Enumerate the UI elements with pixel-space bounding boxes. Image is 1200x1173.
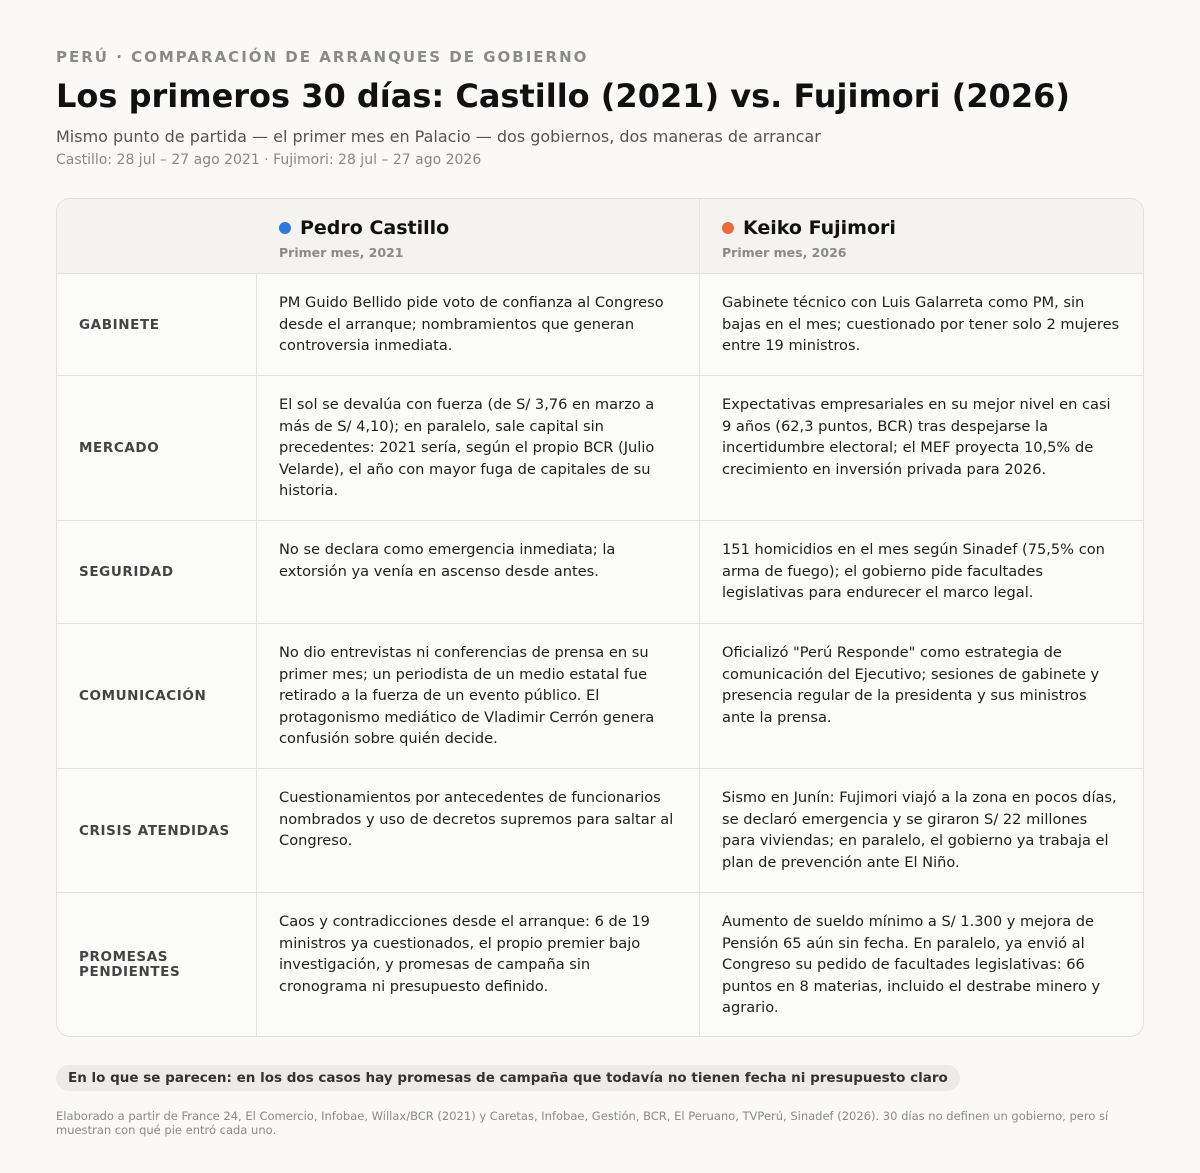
table-row	[57, 768, 1143, 892]
sources-note: Elaborado a partir de France 24, El Comercio, Infobae, Willax/BCR (2021) y Caretas, Infobae, Gestión, BCR, El Peruano, TVPerú, Sinadef (2026). 30 días no definen un gobierno, pero sí muestran con qué pie entró cada uno.	[56, 1109, 1109, 1137]
similarity-note-badge: En lo que se parecen: en los dos casos hay promesas de campaña que todavía no tienen fecha ni presupuesto claro	[56, 1065, 960, 1091]
castillo-color-dot-icon	[279, 222, 291, 234]
row-label: CRISIS ATENDIDAS	[57, 769, 257, 892]
fujimori-name: Keiko Fujimori	[743, 217, 896, 239]
header-fujimori	[700, 199, 1143, 273]
castillo-cell	[257, 376, 700, 520]
castillo-text: PM Guido Bellido pide voto de confianza al Congreso desde el arranque; nombramientos que generan controversia inmediata.	[279, 294, 664, 354]
table-row	[57, 273, 1143, 375]
header-castillo	[257, 199, 700, 273]
row-label: GABINETE	[57, 274, 257, 375]
date-range: Castillo: 28 jul – 27 ago 2021 · Fujimori: 28 jul – 27 ago 2026	[56, 152, 482, 168]
row-label: MERCADO	[57, 376, 257, 520]
row-label	[57, 893, 257, 1036]
castillo-name: Pedro Castillo	[300, 217, 450, 239]
table-row	[57, 892, 1143, 1036]
row-label-line: PENDIENTES	[79, 963, 181, 980]
castillo-cell	[257, 521, 700, 623]
fujimori-text: Aumento de sueldo mínimo a S/ 1.300 y mejora de Pensión 65 aún sin fecha. En paralelo, ya envió al Congreso su pedido de facultades legislativas: 66 puntos en 8 materias, incluido el destrabe minero y agrario.	[722, 913, 1101, 1016]
fujimori-cell	[700, 376, 1143, 520]
castillo-text: Caos y contradicciones desde el arranque: 6 de 19 ministros ya cuestionados, el propio premier bajo investigación, y promesas de campaña sin cronograma ni presupuesto definido.	[279, 913, 650, 995]
castillo-cell	[257, 769, 700, 892]
row-label-line: PROMESAS	[79, 948, 169, 965]
header-empty-cell	[57, 199, 257, 273]
fujimori-text: 151 homicidios en el mes según Sinadef (75,5% con arma de fuego); el gobierno pide facultades legislativas para endurecer el marco legal.	[722, 541, 1105, 601]
kicker: PERÚ · COMPARACIÓN DE ARRANQUES DE GOBIERNO	[56, 48, 589, 66]
fujimori-text: Expectativas empresariales en su mejor nivel en casi 9 años (62,3 puntos, BCR) tras despejarse la incertidumbre electoral; el MEF proyecta 10,5% de crecimiento en inversión privada para 2026.	[722, 396, 1111, 478]
comparison-table	[56, 198, 1144, 1037]
castillo-text: Cuestionamientos por antecedentes de funcionarios nombrados y uso de decretos supremos para saltar al Congreso.	[279, 789, 674, 849]
fujimori-color-dot-icon	[722, 222, 734, 234]
fujimori-cell	[700, 769, 1143, 892]
table-row	[57, 375, 1143, 520]
fujimori-period: Primer mes, 2026	[722, 245, 847, 260]
fujimori-text: Sismo en Junín: Fujimori viajó a la zona en pocos días, se declaró emergencia y se giraron S/ 22 millones para viviendas; en paralelo, el gobierno ya trabaja el plan de prevención ante El Niño.	[722, 789, 1117, 871]
fujimori-text: Oficializó "Perú Responde" como estrategia de comunicación del Ejecutivo; sesiones de gabinete y presencia regular de la presidenta y sus ministros ante la prensa.	[722, 644, 1100, 726]
fujimori-cell	[700, 893, 1143, 1036]
fujimori-text: Gabinete técnico con Luis Galarreta como PM, sin bajas en el mes; cuestionado por tener solo 2 mujeres entre 19 ministros.	[722, 294, 1120, 354]
subtitle: Mismo punto de partida — el primer mes en Palacio — dos gobiernos, dos maneras de arrancar	[56, 127, 821, 146]
table-row	[57, 520, 1143, 623]
castillo-text: No se declara como emergencia inmediata; la extorsión ya venía en ascenso desde antes.	[279, 541, 616, 580]
table-row	[57, 623, 1143, 768]
castillo-period: Primer mes, 2021	[279, 245, 404, 260]
castillo-cell	[257, 624, 700, 768]
table-header-row	[57, 199, 1143, 273]
castillo-cell	[257, 274, 700, 375]
castillo-text: El sol se devalúa con fuerza (de S/ 3,76 en marzo a más de S/ 4,10); en paralelo, sale capital sin precedentes: 2021 sería, según el propio BCR (Julio Velarde), el año con mayor fuga de capitales de su historia.	[279, 396, 655, 499]
castillo-cell	[257, 893, 700, 1036]
fujimori-cell	[700, 521, 1143, 623]
row-label: SEGURIDAD	[57, 521, 257, 623]
fujimori-cell	[700, 624, 1143, 768]
page-title: Los primeros 30 días: Castillo (2021) vs. Fujimori (2026)	[56, 77, 1070, 115]
fujimori-cell	[700, 274, 1143, 375]
castillo-text: No dio entrevistas ni conferencias de prensa en su primer mes; un periodista de un medio estatal fue retirado a la fuerza de un evento público. El protagonismo mediático de Vladimir Cerrón genera confusión sobre quién decide.	[279, 644, 655, 747]
row-label: COMUNICACIÓN	[57, 624, 257, 768]
